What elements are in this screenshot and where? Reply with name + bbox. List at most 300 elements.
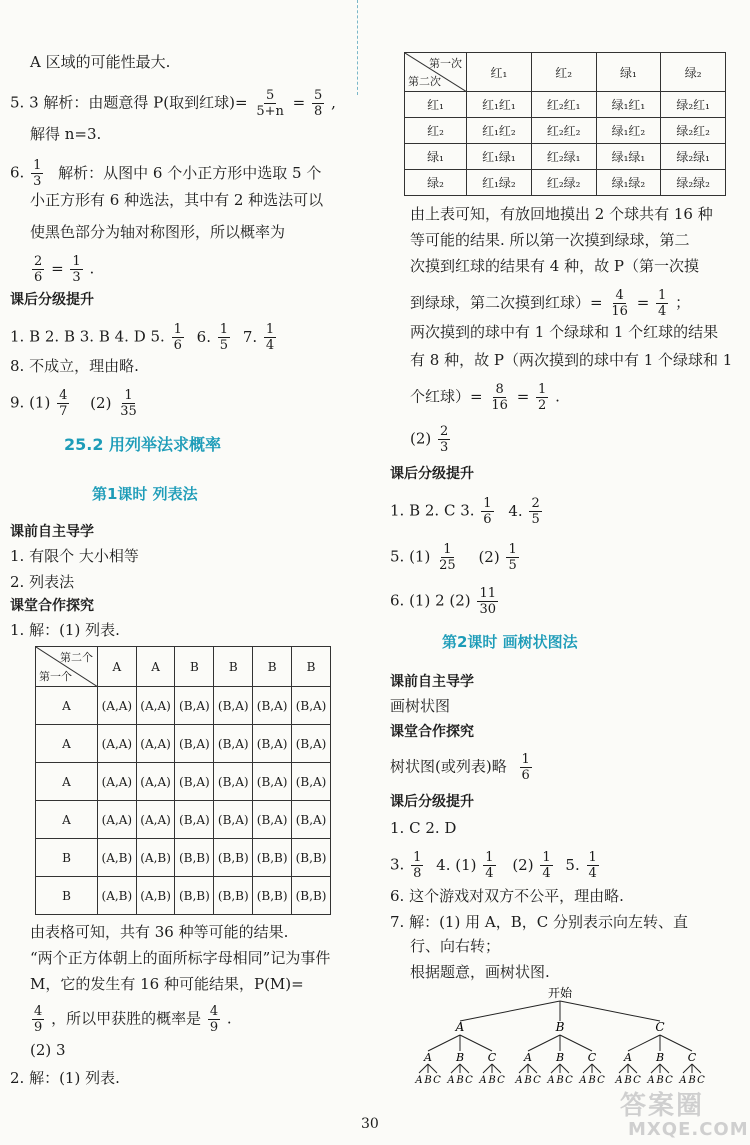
row-header: A <box>36 687 98 725</box>
cell: (B,A) <box>175 763 214 801</box>
tree-leaf: C <box>665 1075 673 1085</box>
cell: (A,A) <box>136 687 175 725</box>
tree-leaf: B <box>524 1075 532 1085</box>
text-line: 1. 解：(1) 列表. <box>10 621 120 639</box>
den: 5 <box>508 558 517 573</box>
lesson-title: 第2课时 画树状图法 <box>442 633 578 651</box>
text-line: 行、向右转； <box>410 937 501 955</box>
text: 到绿球，第二次摸到红球）= <box>410 293 603 312</box>
text: ，所以甲获胜的概率是 <box>51 1009 202 1028</box>
page-number: 30 <box>361 1116 379 1132</box>
tree-branch <box>560 1035 592 1051</box>
table-row <box>405 170 726 196</box>
col-header: B <box>253 647 292 687</box>
num: 2 <box>531 496 540 511</box>
den: 6 <box>173 338 182 353</box>
cell: (B,B) <box>292 839 331 877</box>
cell: 红₂绿₂ <box>531 170 596 196</box>
text-line: M，它的发生有 16 种可能结果，P(M)= <box>30 975 304 993</box>
num: 5 <box>265 88 275 103</box>
tree-branch <box>460 1064 469 1073</box>
text-line <box>410 424 452 455</box>
row-header: B <box>36 877 98 915</box>
text-line: 画树状图 <box>390 697 451 715</box>
tree-node-level2: C <box>587 1051 597 1064</box>
cell: (B,A) <box>292 801 331 839</box>
tree-branch <box>460 1001 560 1021</box>
tree-leaf: C <box>565 1075 573 1085</box>
cell: 红₂绿₁ <box>531 144 596 170</box>
num: 1 <box>483 496 492 511</box>
cell: (B,B) <box>214 877 253 915</box>
den: 8 <box>413 866 422 881</box>
fraction <box>172 322 184 353</box>
section-heading: 课后分级提升 <box>390 466 474 482</box>
cell: 红₂红₂ <box>531 118 596 144</box>
den: 25 <box>439 558 456 573</box>
den: 5 <box>219 338 229 353</box>
col-header: B <box>292 647 331 687</box>
den: 5 <box>531 512 540 527</box>
text-line: 等可能的结果. 所以第一次摸到绿球，第二 <box>410 231 690 249</box>
row-header: 绿₁ <box>405 144 467 170</box>
tree-leaf: B <box>624 1075 632 1085</box>
cell: (A,A) <box>98 687 137 725</box>
num: 1 <box>219 322 229 337</box>
fraction <box>208 1004 220 1035</box>
answer-6 <box>390 586 500 617</box>
tree-leaf: B <box>656 1075 664 1085</box>
answers-3-5 <box>390 850 601 881</box>
tree-node-level2: C <box>487 1051 497 1064</box>
den: 2 <box>538 398 547 413</box>
col-header: B <box>214 647 253 687</box>
section-heading: 课堂合作探究 <box>390 724 474 740</box>
den: 6 <box>34 270 43 285</box>
text: 解析：从图中 6 个小正方形中选取 5 个 <box>58 163 322 182</box>
text: 9. (1) <box>10 393 51 412</box>
text: 6. <box>10 163 25 182</box>
den: 4 <box>265 338 275 353</box>
fraction <box>540 850 552 881</box>
chapter-title: 25.2 用列举法求概率 <box>64 435 222 454</box>
fraction <box>254 88 286 119</box>
tree-leaf: C <box>465 1075 473 1085</box>
fraction <box>506 542 518 573</box>
header-bottom: 第一个 <box>39 670 72 683</box>
fraction <box>609 288 630 319</box>
fraction <box>118 388 139 419</box>
num: 1 <box>508 542 517 557</box>
tree-branch <box>451 1064 460 1073</box>
row-header: A <box>36 801 98 839</box>
den: 9 <box>209 1020 219 1035</box>
table-row <box>36 801 331 839</box>
fraction <box>529 496 541 527</box>
den: 35 <box>120 404 137 419</box>
text: , <box>331 93 336 112</box>
row-header: A <box>36 763 98 801</box>
num: 1 <box>33 158 42 173</box>
text: 7. <box>242 327 258 346</box>
cell: (B,A) <box>253 801 292 839</box>
num: 1 <box>443 542 452 557</box>
fraction <box>536 382 548 413</box>
table-row <box>36 763 331 801</box>
text-line <box>410 382 560 413</box>
tree-leaf: B <box>688 1075 696 1085</box>
text: 6. <box>196 327 211 346</box>
text-line: A 区域的可能性最大. <box>30 53 171 71</box>
text: 4. (1) <box>436 855 477 874</box>
tree-diagram <box>410 985 710 1085</box>
cell: (B,B) <box>214 839 253 877</box>
tree-branch <box>560 1064 569 1073</box>
text: = <box>636 293 650 312</box>
text-line <box>30 1004 232 1035</box>
text-line: (2) 3 <box>30 1041 66 1059</box>
text: 4. <box>508 501 523 520</box>
fraction <box>32 254 44 285</box>
tree-branch <box>619 1064 628 1073</box>
num: 1 <box>72 254 81 269</box>
den: 4 <box>588 866 597 881</box>
cell: 绿₁红₂ <box>596 118 661 144</box>
tree-leaf: B <box>456 1075 464 1085</box>
text: . <box>555 387 560 406</box>
tree-leaf: C <box>597 1075 605 1085</box>
text-line <box>390 752 534 783</box>
cell: (A,B) <box>98 839 137 877</box>
tree-node-level1: A <box>455 1020 465 1034</box>
cell: (B,A) <box>214 687 253 725</box>
fraction <box>70 254 82 285</box>
tree-branch <box>592 1064 601 1073</box>
den: 5+n <box>256 104 284 119</box>
fraction <box>656 288 668 319</box>
fraction <box>312 88 324 119</box>
text: = <box>292 93 306 112</box>
tree-branch <box>428 1035 460 1051</box>
cell: (B,A) <box>292 687 331 725</box>
text-line: 次摸到红球的结果有 4 种，故 P（第一次摸 <box>410 257 699 275</box>
table-corner <box>405 53 467 92</box>
text: 5. (1) <box>390 547 431 566</box>
num: 4 <box>59 388 68 403</box>
den: 8 <box>314 104 323 119</box>
tree-node-level2: B <box>655 1051 665 1064</box>
text: = <box>516 387 530 406</box>
text-line: 7. 解：(1) 用 A，B，C 分别表示向左转、直 <box>390 913 688 931</box>
cell: 绿₁绿₂ <box>596 170 661 196</box>
col-header: A <box>136 647 175 687</box>
tree-root: 开始 <box>547 986 573 1000</box>
col-header: 红₂ <box>531 53 596 92</box>
section-heading: 课前自主导学 <box>390 674 474 690</box>
fraction <box>57 388 69 419</box>
den: 16 <box>491 398 508 413</box>
cell: (A,B) <box>136 839 175 877</box>
tree-branch <box>683 1064 692 1073</box>
fraction <box>489 382 510 413</box>
fraction <box>477 586 498 617</box>
cell: 红₁红₂ <box>467 118 532 144</box>
num: 1 <box>173 322 182 337</box>
tree-leaf: A <box>479 1075 487 1085</box>
col-header: A <box>98 647 137 687</box>
cell: (B,A) <box>175 801 214 839</box>
cell: (B,A) <box>214 725 253 763</box>
num: 1 <box>542 850 551 865</box>
num: 2 <box>34 254 43 269</box>
text-line: 有 8 种，故 P（两次摸到的球中有 1 个绿球和 1 <box>410 351 733 369</box>
tree-branch <box>528 1064 537 1073</box>
text: (2) <box>90 393 112 412</box>
cell: 绿₂绿₂ <box>661 170 726 196</box>
text-line: 1. 有限个 大小相等 <box>10 547 139 565</box>
tree-leaf: A <box>447 1075 455 1085</box>
text-line: 由上表可知，有放回地摸出 2 个球共有 16 种 <box>410 205 713 223</box>
text-line: 使黑色部分为轴对称图形，所以概率为 <box>30 223 286 241</box>
den: 9 <box>34 1020 43 1035</box>
tree-branch <box>460 1035 492 1051</box>
cell: (A,A) <box>136 801 175 839</box>
tree-leaf: C <box>633 1075 641 1085</box>
tree-leaf: A <box>647 1075 655 1085</box>
section-heading: 课后分级提升 <box>10 292 94 308</box>
cell: (A,A) <box>136 763 175 801</box>
table-corner <box>36 647 98 687</box>
num: 1 <box>521 752 530 767</box>
fraction <box>264 322 276 353</box>
cell: 绿₂红₁ <box>661 92 726 118</box>
outcome-table-ab <box>35 646 331 915</box>
text-line: 根据题意，画树状图. <box>410 963 550 981</box>
num: 5 <box>314 88 323 103</box>
fraction <box>32 1004 44 1035</box>
text: . <box>226 1009 232 1028</box>
col-header: 绿₂ <box>661 53 726 92</box>
tree-node-level2: B <box>455 1051 465 1064</box>
tree-branch <box>428 1064 437 1073</box>
answer-5 <box>10 88 336 119</box>
text: (2) <box>512 855 534 874</box>
text: 5. 3 解析：由题意得 P(取到红球)= <box>10 93 248 112</box>
table-row <box>405 144 726 170</box>
tree-branch <box>528 1035 560 1051</box>
tree-leaf: A <box>515 1075 523 1085</box>
outcome-table-balls <box>404 52 726 196</box>
tree-node-level2: C <box>687 1051 697 1064</box>
cell: (B,A) <box>175 725 214 763</box>
section-heading: 课后分级提升 <box>390 794 474 810</box>
header-top: 第一次 <box>429 57 462 70</box>
num: 1 <box>124 388 133 403</box>
text-line: 小正方形有 6 种选法，其中有 2 种选法可以 <box>30 191 324 209</box>
tree-branch <box>660 1035 692 1051</box>
text-line: 两次摸到的球中有 1 个绿球和 1 个红球的结果 <box>410 323 719 341</box>
text: 6. (1) 2 (2) <box>390 591 471 610</box>
cell: (B,B) <box>253 877 292 915</box>
tree-leaf: C <box>497 1075 505 1085</box>
cell: (A,B) <box>136 877 175 915</box>
den: 16 <box>611 304 628 319</box>
den: 30 <box>479 602 496 617</box>
text: 3. <box>390 855 405 874</box>
tree-branch <box>492 1064 501 1073</box>
den: 4 <box>485 866 494 881</box>
row-header: B <box>36 839 98 877</box>
den: 6 <box>521 768 530 783</box>
tree-node-level1: C <box>655 1020 665 1034</box>
den: 3 <box>72 270 81 285</box>
text-line: 2. 列表法 <box>10 573 75 591</box>
num: 8 <box>495 382 504 397</box>
cell: (B,A) <box>292 763 331 801</box>
fraction <box>31 158 43 189</box>
tree-branch <box>483 1064 492 1073</box>
section-heading: 课堂合作探究 <box>10 598 94 614</box>
cell: (B,A) <box>253 763 292 801</box>
tree-branch <box>583 1064 592 1073</box>
fraction <box>218 322 230 353</box>
cell: 绿₁红₁ <box>596 92 661 118</box>
text: ； <box>675 293 691 312</box>
tree-leaf: C <box>433 1075 441 1085</box>
tree-leaf: A <box>579 1075 587 1085</box>
text: (2) <box>478 547 500 566</box>
text-line: 1. C 2. D <box>390 819 457 837</box>
cell: (B,A) <box>214 763 253 801</box>
tree-node-level2: B <box>555 1051 565 1064</box>
tree-leaf: A <box>615 1075 623 1085</box>
fraction <box>481 496 493 527</box>
table-row <box>405 118 726 144</box>
num: 1 <box>265 322 275 337</box>
num: 1 <box>538 382 547 397</box>
den: 4 <box>658 304 667 319</box>
tree-node-level1: B <box>555 1020 565 1034</box>
text: 个红球）= <box>410 387 483 406</box>
tree-branch <box>560 1001 660 1021</box>
header-bottom: 第二次 <box>408 75 441 88</box>
watermark-text: 答案圈 <box>620 1091 705 1121</box>
answer-9 <box>10 388 141 419</box>
cell: 绿₂红₂ <box>661 118 726 144</box>
num: 11 <box>479 586 496 601</box>
tree-leaf: B <box>488 1075 496 1085</box>
answers-1-7 <box>10 322 278 353</box>
cell: 红₁绿₂ <box>467 170 532 196</box>
fraction <box>438 424 450 455</box>
cell: 红₁红₁ <box>467 92 532 118</box>
text: 1. B 2. C 3. <box>390 501 475 520</box>
cell: (A,A) <box>98 725 137 763</box>
cell: 绿₂绿₁ <box>661 144 726 170</box>
row-header: 红₂ <box>405 118 467 144</box>
text: 1. B 2. B 3. B 4. D 5. <box>10 327 165 346</box>
row-header: 红₁ <box>405 92 467 118</box>
den: 6 <box>483 512 492 527</box>
text: = <box>51 259 64 278</box>
den: 4 <box>542 866 551 881</box>
cell: (B,A) <box>214 801 253 839</box>
tree-leaf: A <box>547 1075 555 1085</box>
cell: (A,B) <box>98 877 137 915</box>
tree-branch <box>551 1064 560 1073</box>
answer-6 <box>10 158 321 189</box>
cell: (B,A) <box>253 687 292 725</box>
cell: (A,A) <box>98 801 137 839</box>
table-row <box>36 839 331 877</box>
tree-leaf: C <box>533 1075 541 1085</box>
text-line <box>410 288 690 319</box>
answers-1-4 <box>390 496 544 527</box>
cell: (B,B) <box>292 877 331 915</box>
cell: (B,B) <box>253 839 292 877</box>
text-line: 解得 n=3. <box>30 125 102 143</box>
col-header: 红₁ <box>467 53 532 92</box>
table-row <box>36 687 331 725</box>
header-top: 第二个 <box>60 651 93 664</box>
cell: (B,A) <box>253 725 292 763</box>
column-divider <box>357 0 358 95</box>
tree-leaf: B <box>556 1075 564 1085</box>
tree-node-level2: A <box>524 1051 532 1064</box>
num: 1 <box>485 850 494 865</box>
watermark-url: MXQE.COM <box>628 1119 749 1140</box>
answer-6-result <box>30 254 94 285</box>
text-line: 2. 解：(1) 列表. <box>10 1069 120 1087</box>
tree-node-level2: A <box>424 1051 432 1064</box>
den: 3 <box>440 440 449 455</box>
num: 1 <box>413 850 422 865</box>
tree-leaf: A <box>415 1075 423 1085</box>
num: 1 <box>588 850 597 865</box>
section-heading: 课前自主导学 <box>10 524 94 540</box>
row-header: 绿₂ <box>405 170 467 196</box>
text: 5. <box>565 855 580 874</box>
answer-5 <box>390 542 521 573</box>
fraction <box>483 850 495 881</box>
cell: 红₂红₁ <box>531 92 596 118</box>
text: 树状图(或列表)略 <box>390 757 507 776</box>
row-header: A <box>36 725 98 763</box>
tree-branch <box>519 1064 528 1073</box>
den: 7 <box>59 404 68 419</box>
num: 2 <box>440 424 449 439</box>
fraction <box>437 542 458 573</box>
text: (2) <box>410 429 432 448</box>
text-line: “两个正方体朝上的面所标字母相同”记为事件 <box>30 949 331 967</box>
cell: (A,A) <box>136 725 175 763</box>
tree-leaf: C <box>697 1075 705 1085</box>
tree-leaf: B <box>588 1075 596 1085</box>
tree-branch <box>692 1064 701 1073</box>
table-row <box>405 92 726 118</box>
tree-branch <box>628 1064 637 1073</box>
cell: 绿₁绿₁ <box>596 144 661 170</box>
den: 3 <box>33 174 42 189</box>
fraction <box>411 850 423 881</box>
tree-branch <box>660 1064 669 1073</box>
tree-leaf: A <box>679 1075 687 1085</box>
cell: (B,A) <box>292 725 331 763</box>
text: . <box>89 259 95 278</box>
num: 4 <box>615 288 624 303</box>
tree-leaf: B <box>424 1075 432 1085</box>
fraction <box>587 850 599 881</box>
